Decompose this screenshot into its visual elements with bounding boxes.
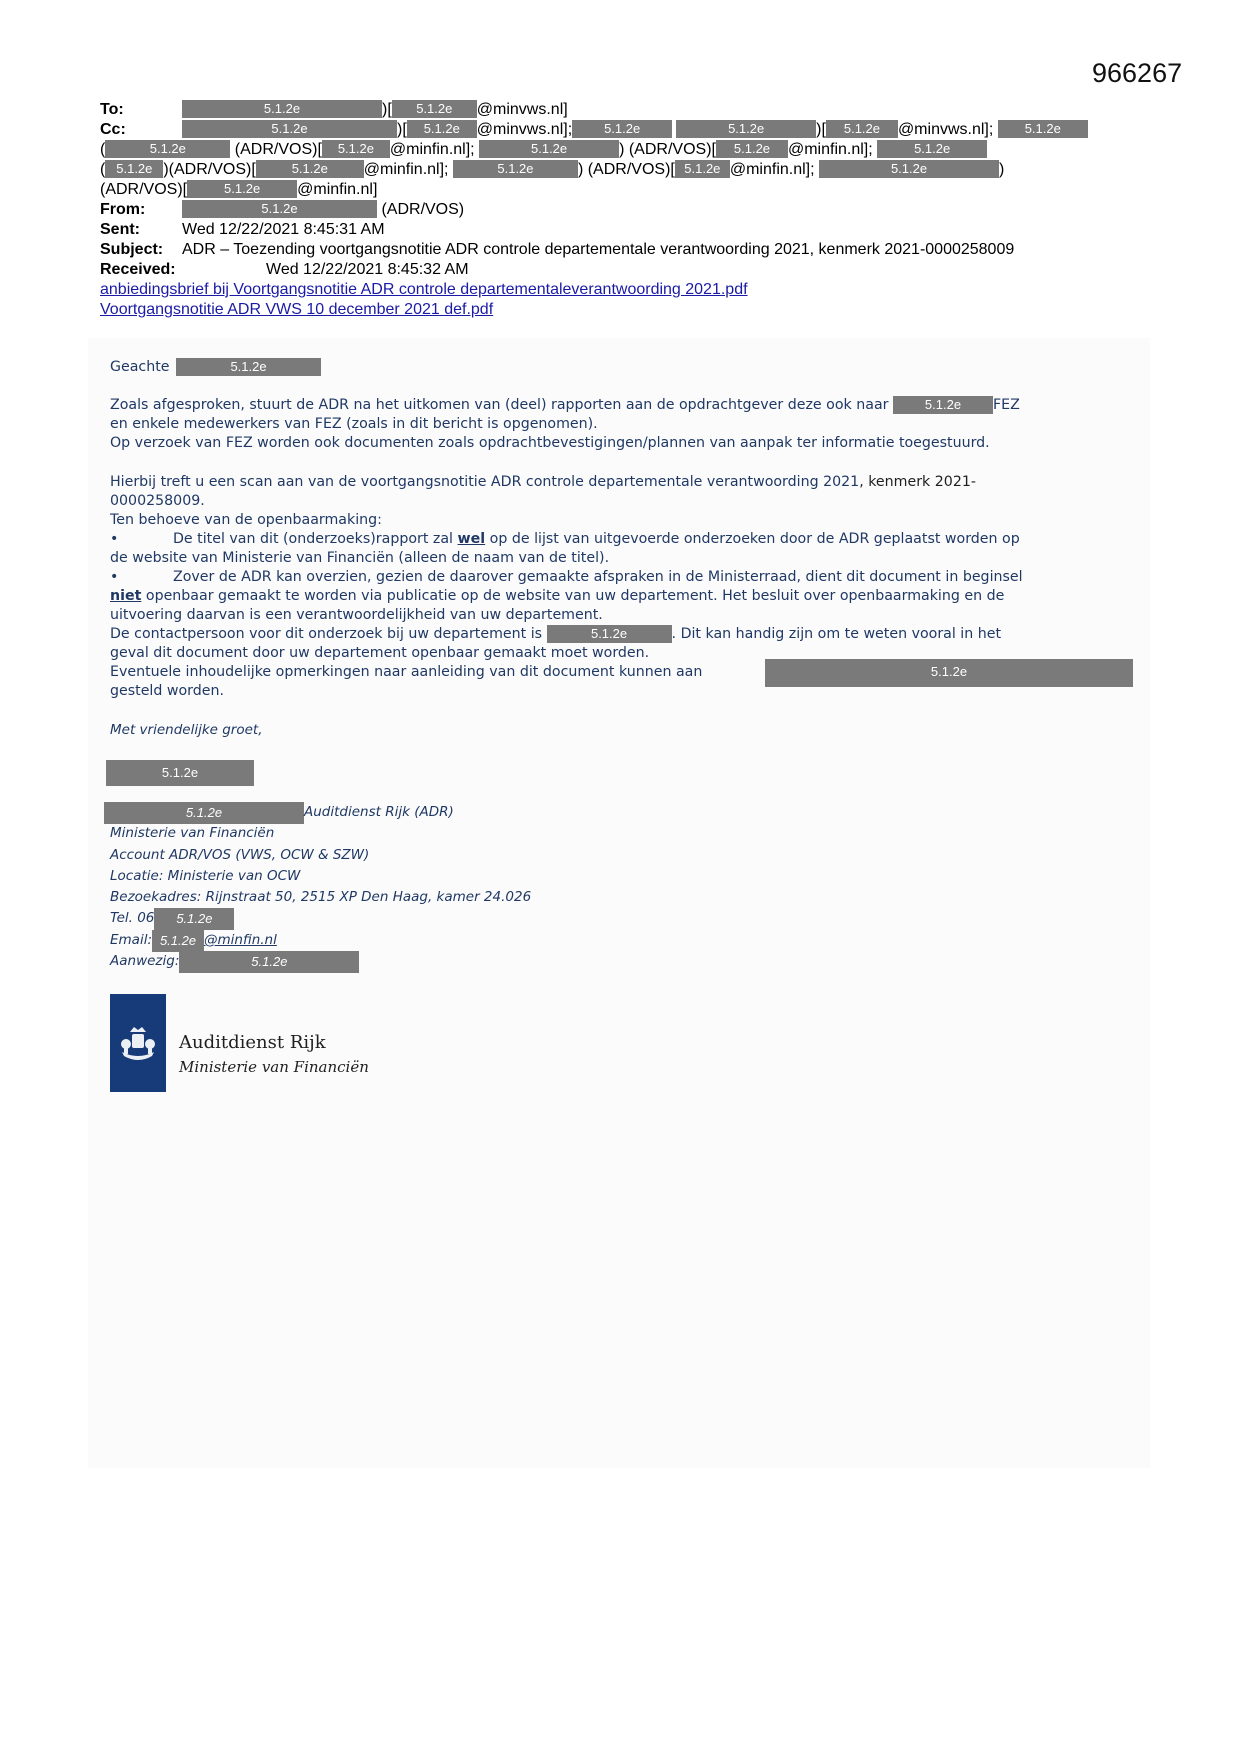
- redaction: 5.1.2e: [676, 120, 816, 138]
- closing: Met vriendelijke groet,: [110, 722, 263, 738]
- paragraph-line: [110, 396, 1020, 415]
- sent-label: Sent:: [100, 221, 140, 238]
- paragraph-line: en enkele medewerkers van FEZ (zoals in dit bericht is opgenomen).: [110, 416, 598, 432]
- redaction: 5.1.2e: [819, 160, 999, 178]
- redaction: 5.1.2e: [998, 120, 1088, 138]
- cc-line-1: Cc: 5.1.2e )[ 5.1.2e @minvws.nl]; 5.1.2e 5.1.2e )[ 5.1.2e @minvws.nl]; 5.1.2e: [100, 120, 126, 140]
- redaction: 5.1.2e: [322, 140, 390, 158]
- text: FEZ: [992, 397, 1020, 413]
- cc-org: ) (ADR/VOS)[: [619, 141, 716, 158]
- redaction: 5.1.2e: [572, 120, 672, 138]
- redaction: 5.1.2e: [106, 760, 254, 786]
- from-line: [100, 200, 465, 220]
- received-label: Received:: [100, 261, 176, 278]
- subject-label: Subject:: [100, 241, 164, 258]
- redaction: 5.1.2e: [152, 930, 204, 952]
- redaction: 5.1.2e: [547, 625, 672, 643]
- attachment-link[interactable]: anbiedingsbrief bij Voortgangsnotitie ADR controle departementaleverantwoording 2021.pdf: [100, 281, 748, 298]
- cc-org: (ADR/VOS)[: [168, 161, 256, 178]
- paragraph-line: [110, 473, 976, 492]
- text: De titel van dit (onderzoeks)rapport zal: [173, 531, 454, 547]
- redaction: 5.1.2e: [182, 120, 397, 138]
- paragraph-line: [110, 587, 1004, 606]
- signature-account: Account ADR/VOS (VWS, OCW & SZW): [110, 847, 370, 863]
- logo-name: Auditdienst Rijk: [179, 1032, 326, 1053]
- redaction: 5.1.2e: [154, 908, 234, 930]
- from-label: From:: [100, 201, 146, 218]
- redaction: 5.1.2e: [179, 951, 359, 973]
- email-label: Email:: [110, 932, 153, 948]
- redaction: 5.1.2e: [105, 160, 163, 178]
- text: Zoals afgesproken, stuurt de ADR na het uitkomen van (deel) rapporten aan de opdrachtgever deze ook naar: [110, 397, 889, 413]
- logo-emblem: [110, 994, 166, 1092]
- paragraph-line: Ten behoeve van de openbaarmaking:: [110, 512, 382, 528]
- cc-domain: @minfin.nl];: [389, 141, 475, 158]
- cc-line-3: ( 5.1.2e )(ADR/VOS)[ 5.1.2e @minfin.nl]; 5.1.2e ) (ADR/VOS)[ 5.1.2e @minfin.nl]; 5.1.2e ): [100, 161, 1005, 178]
- signature-tel: [110, 908, 234, 930]
- cc-domain: @minvws.nl];: [897, 121, 994, 138]
- text: openbaar gemaakt te worden via publicatie op de website van uw departement. Het besluit over openbaarmaking en de: [145, 588, 1005, 604]
- paragraph-line: gesteld worden.: [110, 683, 224, 699]
- cc-domain: @minvws.nl];: [476, 121, 573, 138]
- redaction: 5.1.2e: [877, 140, 987, 158]
- signature-org: Auditdienst Rijk (ADR): [304, 804, 454, 820]
- received-value: Wed 12/22/2021 8:45:32 AM: [266, 261, 469, 278]
- redaction: 5.1.2e: [176, 358, 321, 376]
- redaction: 5.1.2e: [104, 802, 304, 824]
- emphasis: niet: [110, 588, 142, 604]
- redaction: 5.1.2e: [182, 200, 377, 218]
- present-label: Aanwezig:: [110, 953, 180, 969]
- text: op de lijst van uitgevoerde onderzoeken door de ADR geplaatst worden op: [489, 531, 1020, 547]
- to-line: To: 5.1.2e )[ 5.1.2e @minvws.nl]: [100, 101, 568, 118]
- paragraph-line: [110, 663, 968, 682]
- bullet-icon: •: [110, 531, 119, 547]
- paragraph-line: [110, 625, 1001, 644]
- crest-icon: [110, 994, 166, 1092]
- paragraph-line: 0000258009.: [110, 493, 205, 509]
- signature-email: [110, 930, 277, 952]
- cc-org: (ADR/VOS)[: [234, 141, 322, 158]
- logo-subtitle: Ministerie van Financiën: [179, 1058, 369, 1076]
- redaction: 5.1.2e: [826, 120, 898, 138]
- subject-line: [100, 240, 1015, 260]
- cc-domain: @minfin.nl];: [729, 161, 815, 178]
- to-domain: @minvws.nl]: [476, 101, 568, 118]
- text: . Dit kan handig zijn om te weten vooral in het: [671, 626, 1002, 642]
- emphasis: wel: [457, 531, 486, 547]
- paragraph-line: geval dit document door uw departement openbaar gemaakt moet worden.: [110, 645, 650, 661]
- received-line: [100, 260, 469, 280]
- signature-name-line: [110, 802, 454, 824]
- redaction: 5.1.2e: [479, 140, 619, 158]
- signature-ministry: Ministerie van Financiën: [110, 825, 275, 841]
- redaction: 5.1.2e: [187, 180, 297, 198]
- signature-location: Locatie: Ministerie van OCW: [110, 868, 301, 884]
- redaction: 5.1.2e: [453, 160, 578, 178]
- paragraph-line: de website van Ministerie van Financiën (alleen de naam van de titel).: [110, 550, 610, 566]
- text: Hierbij treft u een scan aan van de voortgangsnotitie ADR controle departementale verantwoording 2021: [110, 474, 860, 490]
- redaction: 5.1.2e: [105, 140, 230, 158]
- redaction: 5.1.2e: [407, 120, 477, 138]
- signature-address: Bezoekadres: Rijnstraat 50, 2515 XP Den Haag, kamer 24.026: [110, 889, 532, 905]
- subject-value: ADR – Toezending voortgangsnotitie ADR controle departementale verantwoording 2021, kenmerk 2021-0000258009: [182, 241, 1015, 258]
- cc-domain: @minfin.nl];: [787, 141, 873, 158]
- text: Eventuele inhoudelijke opmerkingen naar aanleiding van dit document kunnen aan: [110, 664, 703, 680]
- text: De contactpersoon voor dit onderzoek bij uw departement is: [110, 626, 543, 642]
- cc-line-4: [100, 180, 377, 200]
- to-label: To:: [100, 101, 124, 118]
- redaction: 5.1.2e: [256, 160, 364, 178]
- greeting: [110, 358, 321, 377]
- cc-org: ) (ADR/VOS)[: [577, 161, 675, 178]
- redaction: 5.1.2e: [392, 100, 477, 118]
- redaction: 5.1.2e: [675, 160, 730, 178]
- attachment-link[interactable]: Voortgangsnotitie ADR VWS 10 december 2021 def.pdf: [100, 301, 494, 318]
- document-number: 966267: [1092, 58, 1183, 88]
- cc-label: Cc:: [100, 121, 126, 138]
- email-domain[interactable]: @minfin.nl: [204, 932, 277, 948]
- text: , kenmerk 2021-: [859, 474, 976, 490]
- tel-label: Tel. 06: [110, 910, 155, 926]
- cc-domain: @minfin.nl];: [363, 161, 449, 178]
- from-org: (ADR/VOS): [381, 201, 465, 218]
- bullet-icon: •: [110, 569, 119, 585]
- redaction: 5.1.2e: [716, 140, 788, 158]
- greeting-text: Geachte: [110, 359, 170, 375]
- bullet-item: [110, 568, 1023, 587]
- paragraph-line: Op verzoek van FEZ worden ook documenten zoals opdrachtbevestigingen/plannen van aanpak ter informatie toegestuurd.: [110, 435, 990, 451]
- cc-domain: @minfin.nl]: [297, 181, 378, 198]
- sent-value: Wed 12/22/2021 8:45:31 AM: [182, 221, 385, 238]
- text: Zover de ADR kan overzien, gezien de daarover gemaakte afspraken in de Ministerraad, dient dit document in beginsel: [173, 569, 1023, 585]
- redaction: 5.1.2e: [765, 659, 1133, 687]
- sent-line: [100, 220, 385, 240]
- cc-line-2: ( 5.1.2e (ADR/VOS)[ 5.1.2e @minfin.nl]; 5.1.2e ) (ADR/VOS)[ 5.1.2e @minfin.nl]; 5.1.2e: [100, 140, 987, 160]
- signature-present: [110, 951, 359, 973]
- bullet-item: [110, 530, 1020, 549]
- cc-org: (ADR/VOS)[: [100, 181, 188, 198]
- redaction: 5.1.2e: [182, 100, 382, 118]
- paragraph-line: uitvoering daarvan is een verantwoordelijkheid van uw departement.: [110, 607, 603, 623]
- redaction: 5.1.2e: [893, 396, 993, 414]
